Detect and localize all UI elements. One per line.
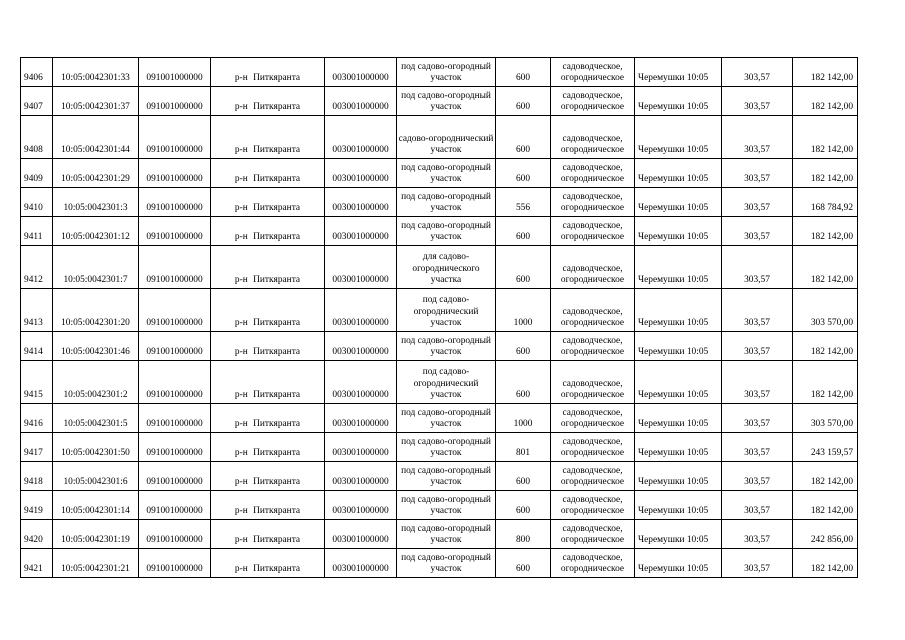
oktmo-code: 091001000000 xyxy=(139,217,211,246)
use-category: садоводческое, огородническое xyxy=(551,404,635,433)
table-row xyxy=(21,217,858,246)
area-value: 1000 xyxy=(496,289,551,332)
specific-value: 303,57 xyxy=(722,58,793,87)
district-name: р-н Питкяранта xyxy=(211,289,325,332)
cadastral-number: 10:05:0042301:29 xyxy=(53,159,139,188)
okato-code: 003001000000 xyxy=(325,433,397,462)
specific-value: 303,57 xyxy=(722,188,793,217)
oktmo-code: 091001000000 xyxy=(139,58,211,87)
cadastral-number: 10:05:0042301:37 xyxy=(53,87,139,116)
cadastral-number: 10:05:0042301:5 xyxy=(53,404,139,433)
cadastral-number: 10:05:0042301:19 xyxy=(53,520,139,549)
row-number: 9408 xyxy=(21,116,53,159)
okato-code: 003001000000 xyxy=(325,332,397,361)
cadastral-cost: 168 784,92 xyxy=(793,188,858,217)
table-row xyxy=(21,289,858,332)
row-number: 9415 xyxy=(21,361,53,404)
permitted-use: под садово-огородный участок xyxy=(397,332,496,361)
cadastral-cost: 303 570,00 xyxy=(793,289,858,332)
cadastral-cost: 182 142,00 xyxy=(793,462,858,491)
use-category: садоводческое, огородническое xyxy=(551,433,635,462)
oktmo-code: 091001000000 xyxy=(139,433,211,462)
cadastral-cost: 182 142,00 xyxy=(793,491,858,520)
okato-code: 003001000000 xyxy=(325,361,397,404)
row-number: 9421 xyxy=(21,549,53,578)
cadastral-value-table xyxy=(20,57,858,578)
row-number: 9412 xyxy=(21,246,53,289)
cadastral-number: 10:05:0042301:20 xyxy=(53,289,139,332)
cadastral-number: 10:05:0042301:3 xyxy=(53,188,139,217)
okato-code: 003001000000 xyxy=(325,549,397,578)
oktmo-code: 091001000000 xyxy=(139,188,211,217)
oktmo-code: 091001000000 xyxy=(139,520,211,549)
district-name: р-н Питкяранта xyxy=(211,433,325,462)
cadastral-cost: 182 142,00 xyxy=(793,116,858,159)
table-row xyxy=(21,87,858,116)
okato-code: 003001000000 xyxy=(325,462,397,491)
valuation-zone: Черемушки 10:05 xyxy=(635,332,722,361)
valuation-zone: Черемушки 10:05 xyxy=(635,520,722,549)
cadastral-cost: 182 142,00 xyxy=(793,332,858,361)
district-name: р-н Питкяранта xyxy=(211,361,325,404)
oktmo-code: 091001000000 xyxy=(139,404,211,433)
valuation-zone: Черемушки 10:05 xyxy=(635,549,722,578)
cadastral-number: 10:05:0042301:7 xyxy=(53,246,139,289)
cadastral-number: 10:05:0042301:12 xyxy=(53,217,139,246)
valuation-zone: Черемушки 10:05 xyxy=(635,58,722,87)
specific-value: 303,57 xyxy=(722,217,793,246)
specific-value: 303,57 xyxy=(722,520,793,549)
district-name: р-н Питкяранта xyxy=(211,520,325,549)
table-row xyxy=(21,549,858,578)
valuation-zone: Черемушки 10:05 xyxy=(635,361,722,404)
row-number: 9420 xyxy=(21,520,53,549)
permitted-use: садово-огороднический участок xyxy=(397,116,496,159)
district-name: р-н Питкяранта xyxy=(211,87,325,116)
use-category: садоводческое, огородническое xyxy=(551,217,635,246)
cadastral-number: 10:05:0042301:6 xyxy=(53,462,139,491)
cadastral-number: 10:05:0042301:2 xyxy=(53,361,139,404)
area-value: 600 xyxy=(496,462,551,491)
area-value: 600 xyxy=(496,549,551,578)
district-name: р-н Питкяранта xyxy=(211,159,325,188)
okato-code: 003001000000 xyxy=(325,491,397,520)
use-category: садоводческое, огородническое xyxy=(551,246,635,289)
specific-value: 303,57 xyxy=(722,549,793,578)
okato-code: 003001000000 xyxy=(325,520,397,549)
district-name: р-н Питкяранта xyxy=(211,462,325,491)
table-row xyxy=(21,58,858,87)
use-category: садоводческое, огородническое xyxy=(551,188,635,217)
specific-value: 303,57 xyxy=(722,462,793,491)
cadastral-cost: 182 142,00 xyxy=(793,87,858,116)
cadastral-cost: 182 142,00 xyxy=(793,246,858,289)
oktmo-code: 091001000000 xyxy=(139,491,211,520)
district-name: р-н Питкяранта xyxy=(211,188,325,217)
district-name: р-н Питкяранта xyxy=(211,58,325,87)
table-row xyxy=(21,361,858,404)
area-value: 800 xyxy=(496,520,551,549)
use-category: садоводческое, огородническое xyxy=(551,361,635,404)
oktmo-code: 091001000000 xyxy=(139,246,211,289)
permitted-use: под садово-огородный участок xyxy=(397,549,496,578)
specific-value: 303,57 xyxy=(722,159,793,188)
area-value: 600 xyxy=(496,217,551,246)
cadastral-cost: 243 159,57 xyxy=(793,433,858,462)
row-number: 9418 xyxy=(21,462,53,491)
use-category: садоводческое, огородническое xyxy=(551,332,635,361)
district-name: р-н Питкяранта xyxy=(211,491,325,520)
cadastral-number: 10:05:0042301:21 xyxy=(53,549,139,578)
specific-value: 303,57 xyxy=(722,116,793,159)
table-row xyxy=(21,188,858,217)
use-category: садоводческое, огородническое xyxy=(551,159,635,188)
cadastral-number: 10:05:0042301:50 xyxy=(53,433,139,462)
use-category: садоводческое, огородническое xyxy=(551,289,635,332)
area-value: 600 xyxy=(496,361,551,404)
use-category: садоводческое, огородническое xyxy=(551,549,635,578)
table-row xyxy=(21,462,858,491)
cadastral-number: 10:05:0042301:46 xyxy=(53,332,139,361)
permitted-use: под садово-огороднический участок xyxy=(397,289,496,332)
table-row xyxy=(21,433,858,462)
area-value: 600 xyxy=(496,159,551,188)
oktmo-code: 091001000000 xyxy=(139,361,211,404)
row-number: 9406 xyxy=(21,58,53,87)
area-value: 600 xyxy=(496,116,551,159)
table-row xyxy=(21,520,858,549)
oktmo-code: 091001000000 xyxy=(139,332,211,361)
row-number: 9407 xyxy=(21,87,53,116)
permitted-use: для садово-огороднического участка xyxy=(397,246,496,289)
okato-code: 003001000000 xyxy=(325,58,397,87)
use-category: садоводческое, огородническое xyxy=(551,462,635,491)
permitted-use: под садово-огородный участок xyxy=(397,520,496,549)
use-category: садоводческое, огородническое xyxy=(551,58,635,87)
area-value: 801 xyxy=(496,433,551,462)
cadastral-cost: 182 142,00 xyxy=(793,549,858,578)
cadastral-number: 10:05:0042301:44 xyxy=(53,116,139,159)
oktmo-code: 091001000000 xyxy=(139,462,211,491)
district-name: р-н Питкяранта xyxy=(211,404,325,433)
okato-code: 003001000000 xyxy=(325,289,397,332)
area-value: 600 xyxy=(496,332,551,361)
area-value: 1000 xyxy=(496,404,551,433)
permitted-use: под садово-огородный участок xyxy=(397,462,496,491)
okato-code: 003001000000 xyxy=(325,159,397,188)
cadastral-number: 10:05:0042301:33 xyxy=(53,58,139,87)
permitted-use: под садово-огородный участок xyxy=(397,58,496,87)
specific-value: 303,57 xyxy=(722,246,793,289)
cadastral-cost: 182 142,00 xyxy=(793,361,858,404)
table-row xyxy=(21,404,858,433)
permitted-use: под садово-огородный участок xyxy=(397,491,496,520)
district-name: р-н Питкяранта xyxy=(211,246,325,289)
okato-code: 003001000000 xyxy=(325,217,397,246)
valuation-zone: Черемушки 10:05 xyxy=(635,159,722,188)
row-number: 9416 xyxy=(21,404,53,433)
use-category: садоводческое, огородническое xyxy=(551,520,635,549)
valuation-zone: Черемушки 10:05 xyxy=(635,246,722,289)
area-value: 600 xyxy=(496,87,551,116)
row-number: 9413 xyxy=(21,289,53,332)
valuation-zone: Черемушки 10:05 xyxy=(635,217,722,246)
valuation-zone: Черемушки 10:05 xyxy=(635,491,722,520)
permitted-use: под садово-огородный участок xyxy=(397,188,496,217)
area-value: 556 xyxy=(496,188,551,217)
permitted-use: под садово-огородный участок xyxy=(397,159,496,188)
row-number: 9414 xyxy=(21,332,53,361)
district-name: р-н Питкяранта xyxy=(211,549,325,578)
table-row xyxy=(21,159,858,188)
valuation-zone: Черемушки 10:05 xyxy=(635,289,722,332)
table-row xyxy=(21,332,858,361)
use-category: садоводческое, огородническое xyxy=(551,491,635,520)
permitted-use: под садово-огородный участок xyxy=(397,87,496,116)
cadastral-cost: 182 142,00 xyxy=(793,58,858,87)
specific-value: 303,57 xyxy=(722,332,793,361)
valuation-zone: Черемушки 10:05 xyxy=(635,462,722,491)
cadastral-cost: 303 570,00 xyxy=(793,404,858,433)
specific-value: 303,57 xyxy=(722,404,793,433)
oktmo-code: 091001000000 xyxy=(139,116,211,159)
row-number: 9409 xyxy=(21,159,53,188)
row-number: 9417 xyxy=(21,433,53,462)
cadastral-cost: 182 142,00 xyxy=(793,159,858,188)
area-value: 600 xyxy=(496,491,551,520)
oktmo-code: 091001000000 xyxy=(139,289,211,332)
district-name: р-н Питкяранта xyxy=(211,332,325,361)
table-row xyxy=(21,246,858,289)
valuation-zone: Черемушки 10:05 xyxy=(635,404,722,433)
district-name: р-н Питкяранта xyxy=(211,217,325,246)
okato-code: 003001000000 xyxy=(325,87,397,116)
table-row xyxy=(21,491,858,520)
permitted-use: под садово-огороднический участок xyxy=(397,361,496,404)
specific-value: 303,57 xyxy=(722,289,793,332)
use-category: садоводческое, огородническое xyxy=(551,116,635,159)
okato-code: 003001000000 xyxy=(325,404,397,433)
oktmo-code: 091001000000 xyxy=(139,87,211,116)
valuation-zone: Черемушки 10:05 xyxy=(635,116,722,159)
permitted-use: под садово-огородный участок xyxy=(397,217,496,246)
okato-code: 003001000000 xyxy=(325,116,397,159)
table-row xyxy=(21,116,858,159)
cadastral-cost: 242 856,00 xyxy=(793,520,858,549)
oktmo-code: 091001000000 xyxy=(139,549,211,578)
use-category: садоводческое, огородническое xyxy=(551,87,635,116)
specific-value: 303,57 xyxy=(722,433,793,462)
permitted-use: под садово-огородный участок xyxy=(397,433,496,462)
okato-code: 003001000000 xyxy=(325,246,397,289)
valuation-zone: Черемушки 10:05 xyxy=(635,87,722,116)
specific-value: 303,57 xyxy=(722,87,793,116)
cadastral-cost: 182 142,00 xyxy=(793,217,858,246)
specific-value: 303,57 xyxy=(722,491,793,520)
oktmo-code: 091001000000 xyxy=(139,159,211,188)
row-number: 9419 xyxy=(21,491,53,520)
valuation-zone: Черемушки 10:05 xyxy=(635,188,722,217)
area-value: 600 xyxy=(496,58,551,87)
specific-value: 303,57 xyxy=(722,361,793,404)
permitted-use: под садово-огородный участок xyxy=(397,404,496,433)
valuation-zone: Черемушки 10:05 xyxy=(635,433,722,462)
cadastral-number: 10:05:0042301:14 xyxy=(53,491,139,520)
row-number: 9410 xyxy=(21,188,53,217)
row-number: 9411 xyxy=(21,217,53,246)
area-value: 600 xyxy=(496,246,551,289)
district-name: р-н Питкяранта xyxy=(211,116,325,159)
okato-code: 003001000000 xyxy=(325,188,397,217)
